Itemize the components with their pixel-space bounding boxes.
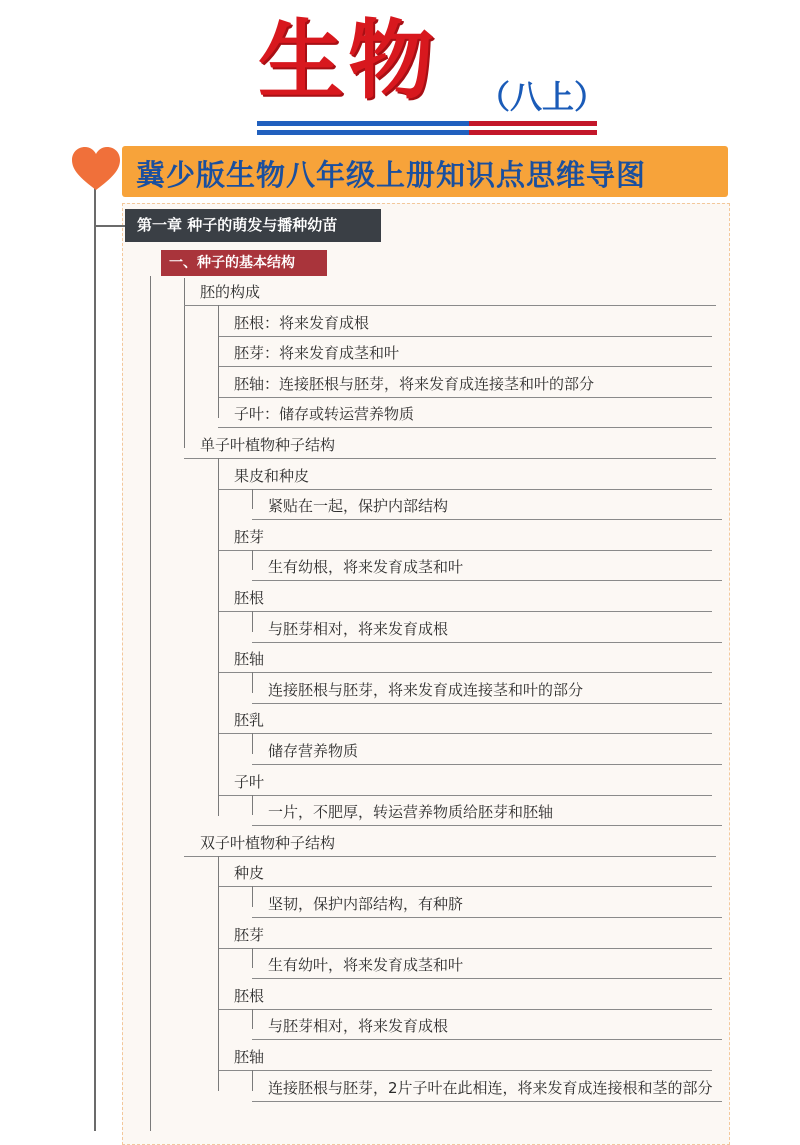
detail-branch-line	[252, 1009, 253, 1030]
detail-branch-line	[252, 886, 253, 907]
detail-node[interactable]	[252, 952, 722, 979]
detail-node-label: 紧贴在一起，保护内部结构	[268, 497, 449, 516]
part-node[interactable]	[218, 983, 712, 1010]
detail-node-label: 与胚芽相对，将来发育成根	[268, 1017, 449, 1036]
detail-node-label: 生有幼根，将来发育成茎和叶	[268, 558, 464, 577]
detail-node-label: 一片，不肥厚，转运营养物质给胚芽和胚轴	[268, 803, 554, 822]
main-title: 冀少版生物八年级上册知识点思维导图	[136, 158, 647, 192]
part-node[interactable]	[218, 646, 712, 673]
detail-node-label: 储存营养物质	[268, 742, 359, 760]
detail-node-label: 连接胚根与胚芽，将来发育成连接茎和叶的部分	[268, 680, 584, 699]
detail-branch-line	[252, 733, 253, 754]
detail-branch-line	[252, 948, 253, 969]
part-node-label: 胚根	[234, 986, 265, 1005]
main-banner	[122, 146, 728, 197]
part-node[interactable]	[218, 860, 712, 887]
leaf-node-label: 胚根：将来发育成根	[234, 313, 370, 332]
detail-node-label: 生有幼叶，将来发育成茎和叶	[268, 956, 464, 975]
part-node[interactable]	[218, 922, 712, 949]
detail-branch-line	[252, 611, 253, 632]
leaf-node-label: 子叶：储存或转运营养物质	[234, 405, 415, 424]
part-node-label: 种皮	[234, 864, 265, 883]
detail-branch-line	[252, 489, 253, 510]
chapter-connector	[95, 225, 125, 227]
leaf-node[interactable]	[218, 401, 712, 428]
title-underline-blue-2	[257, 130, 469, 135]
detail-node[interactable]	[252, 1075, 722, 1102]
detail-node[interactable]	[252, 738, 722, 765]
group-items-line	[218, 305, 219, 418]
group-node[interactable]	[184, 279, 716, 306]
part-node[interactable]	[218, 769, 712, 796]
leaf-node[interactable]	[218, 371, 712, 398]
part-node[interactable]	[218, 463, 712, 490]
leaf-node[interactable]	[218, 340, 712, 367]
detail-node[interactable]	[252, 1013, 722, 1040]
detail-branch-line	[252, 672, 253, 693]
chapter-heading[interactable]: 第一章 种子的萌发与播种幼苗	[125, 209, 381, 242]
group-node[interactable]	[184, 432, 716, 459]
big-title: 生物	[258, 10, 438, 111]
leaf-node-label: 胚芽：将来发育成茎和叶	[234, 344, 400, 363]
detail-node[interactable]	[252, 677, 722, 704]
title-underline-red	[469, 121, 597, 126]
section-branch-line	[150, 276, 151, 1131]
group-items-line	[218, 856, 219, 1091]
group-node-label: 胚的构成	[200, 283, 261, 301]
detail-branch-line	[252, 795, 253, 816]
heart-icon	[70, 144, 122, 196]
part-node[interactable]	[218, 707, 712, 734]
detail-node[interactable]	[252, 616, 722, 643]
part-node[interactable]	[218, 524, 712, 551]
header	[0, 0, 800, 145]
detail-node-label: 连接胚根与胚芽，2片子叶在此相连，将来发育成连接根和茎的部分	[268, 1078, 713, 1097]
part-node-label: 胚乳	[234, 711, 265, 730]
leaf-node[interactable]	[218, 310, 712, 337]
part-node-label: 胚芽	[234, 527, 265, 546]
detail-node[interactable]	[252, 493, 722, 520]
part-node-label: 子叶	[234, 772, 265, 791]
detail-branch-line	[252, 1070, 253, 1091]
detail-node[interactable]	[252, 554, 722, 581]
mindmap-trunk-line	[94, 186, 96, 1131]
part-node-label: 果皮和种皮	[234, 466, 310, 485]
part-node-label: 胚根	[234, 589, 265, 607]
group-node-label: 单子叶植物种子结构	[200, 436, 336, 454]
group-items-line	[218, 458, 219, 816]
detail-node[interactable]	[252, 799, 722, 826]
part-node-label: 胚轴	[234, 650, 265, 669]
detail-node-label: 与胚芽相对，将来发育成根	[268, 619, 449, 638]
detail-node-label: 坚韧，保护内部结构，有种脐	[268, 895, 464, 913]
sub-title: （八上）	[478, 78, 607, 116]
section-heading[interactable]: 一、种子的基本结构	[161, 250, 327, 276]
part-node[interactable]	[218, 1044, 712, 1071]
group-node[interactable]	[184, 830, 716, 857]
part-node-label: 胚芽	[234, 925, 265, 944]
title-underline-red-2	[469, 130, 597, 135]
title-underline-blue	[257, 121, 469, 126]
detail-node[interactable]	[252, 891, 722, 918]
group-node-label: 双子叶植物种子结构	[200, 833, 336, 852]
detail-branch-line	[252, 550, 253, 571]
part-node[interactable]	[218, 585, 712, 612]
part-node-label: 胚轴	[234, 1048, 265, 1066]
leaf-node-label: 胚轴：连接胚根与胚芽，将来发育成连接茎和叶的部分	[234, 374, 595, 393]
